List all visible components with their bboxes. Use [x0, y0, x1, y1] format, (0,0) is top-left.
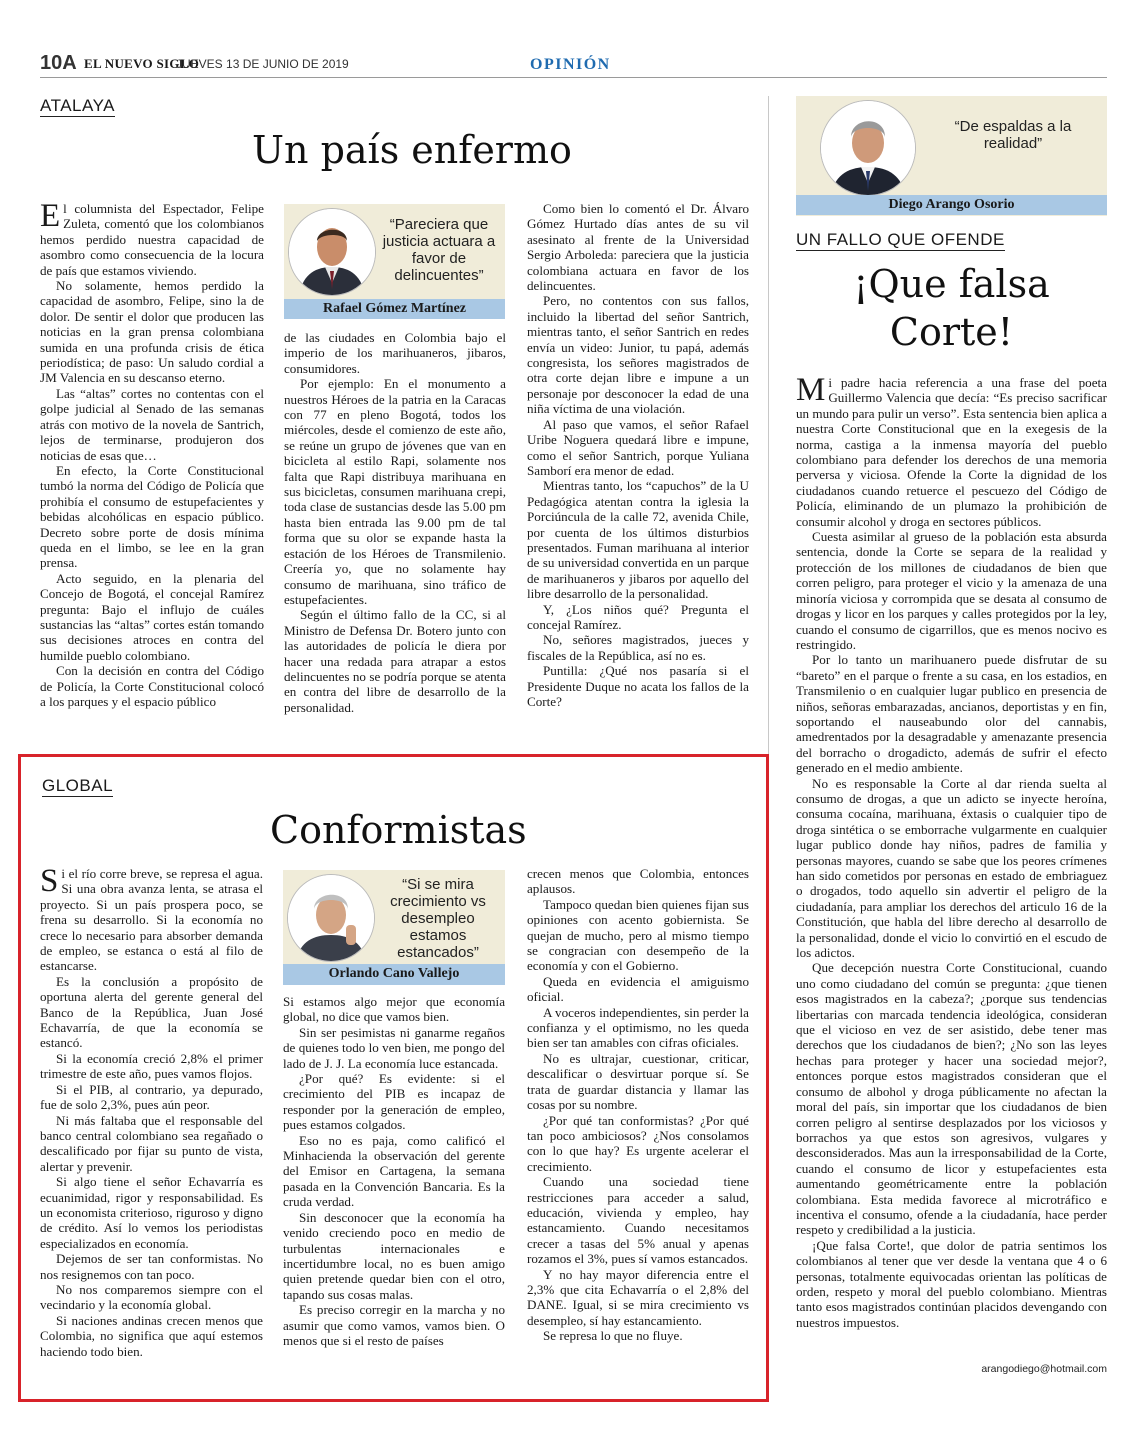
dropcap: S: [40, 863, 59, 899]
paragraph: Tampoco quedan bien quienes fijan sus opiniones con acento gobiernista. Se quejan de mucho, pero al mismo tiempo se congracian con desempeño de la economía y con el Gobierno.: [527, 896, 749, 974]
paragraph: Por lo tanto un marihuanero puede disfrutar de su “bareto” en el parque o frente a su casa, en los estadios, en Transmilenio o en cualquier lugar publico en presencia de niños, señoras embarazadas, ancianos, deportistas y en fin, soportando el nauseabundo olor del cannabis, amedrentados por la desagradable y amenazante presencia del borracho o drogadicto, además de sufrir el efecto generado en el medio ambiente.: [796, 652, 1107, 776]
paragraph: Mi padre hacia referencia a una frase del poeta Guillermo Valencia que decía: “Es preciso sacrificar un mundo para pulir un verso”. Esta sentencia bien aplica a nuestra Corte Constitucional que en la exegesis de la norma, castiga a la inmensa mayoría del pueblo colombiano para defender los derechos de una memoria perversa y viciosa. Ofende la Corte la dignidad de los ciudadanos cuando retuerce el pescuezo del Código de Policía, eliminando de un plumazo la prohibición de consumir alcohol y droga en sectores públicos.: [796, 372, 1107, 529]
paragraph: Si el río corre breve, se represa el agua. Si una obra avanza lenta, se atrasa el proyecto. Si un país prospera poco, se frena su desarrollo. Si la economía no crece lo necesario para absorber demanda de empleo, se estanca o está al filo de estancarse.: [40, 863, 263, 974]
atalaya-kicker: ATALAYA: [40, 96, 115, 115]
global-column-3: [527, 866, 749, 1344]
atalaya-author-name: Rafael Gómez Martínez: [284, 299, 505, 319]
global-column-2: [283, 994, 505, 1348]
paragraph: Si la economía creció 2,8% el primer trimestre de este año, pues vamos flojos.: [40, 1050, 263, 1082]
paragraph: Si naciones andinas crecen menos que Colombia, no significa que aquí estemos haciendo todo bien.: [40, 1312, 263, 1359]
paragraph: Mientras tanto, los “capuchos” de la U Pedagógica atentan contra la iglesia la Porciúncula de la calle 72, avenida Chile, por cuenta de los últimos disturbios presentados. Fuman marihuana al interior de su universidad convertida en un parque de marihuaneros y jibaros por aquello del libre desarrollo de la personalidad.: [527, 478, 749, 602]
atalaya-column-2: [284, 330, 506, 715]
fallo-author-name: Diego Arango Osorio: [796, 195, 1107, 215]
paragraph: Que decepción nuestra Corte Constitucional, cuando uno como ciudadano del común se pregunta: ¿que tienen esos magistrados en la cabeza?; ¿porque sus tendencias libertarias con marcada tendencia ideológica, consideran que el vicioso en vez de ser asistido, debe tener mas derechos que los ciudadanos de bien?; ¿No son las leyes hechas para proteger y hacer una sociedad mejor?, entonces porque estos magistrados consideran que el consumo de albohol y droga públicamente no afectan la moral del país, sin importar que los ciudadanos de bien corren peligro al sentirse desplazados por los viciosos y borrachos ya que estos son agresivos, vulgares y desconsiderados. Mas aun la irresponsabilidad de la Corte, cuando el consumo de licor y estupefacientes esta aumentando geométricamente entre la población colombiana. Esta medida favorece al microtráfico e incentiva el consumo, ofende a la ciudadanía, hace perder respeto y credibilidad a la justicia.: [796, 960, 1107, 1238]
paragraph: ¿Por qué tan conformistas? ¿Por qué tan poco ambiciosos? ¿Nos consolamos con lo que hay? Es urgente acelerar el crecimiento.: [527, 1112, 749, 1174]
paragraph: ¡Que falsa Corte!, que dolor de patria sentimos los colombianos al tener que ver desde la ventana que 4 o 6 personas, totalmente equivocadas orientan las políticas de orden, respeto y moral del pueblo colombiano. Mientras tanto esos magistrados continúan placidos devengando con nuestros impuestos.: [796, 1237, 1107, 1330]
paragraph: No, señores magistrados, jueces y fiscales de la República, así no es.: [527, 632, 749, 663]
paragraph: Por ejemplo: En el monumento a nuestros Héroes de la patria en la Caracas con 77 en pleno Bogotá, todos los miércoles, desde el comienzo de este año, se reúne un grupo de jóvenes que van en bicicleta al estilo Rapi, solamente nos falta que Rapi distribuya marihuana en sus bicicletas, consumen marihuana crepi, toda clase de sustancias desde las 5.00 pm hasta bien entrada las 9.00 pm de tal forma que su olor se expande hasta la estación de los Héroes de Transmilenio. Creería yo, que no solamente hay consumo de marihuana, sino tráfico de estupefacientes.: [284, 376, 506, 607]
paragraph: Según el último fallo de la CC, si al Ministro de Defensa Dr. Botero junto con las autoridades de policía le diera por hacer una redada para atrapar a estos delincuentes no se podría porque se atenta en contra del libre de desarrollo de la personalidad.: [284, 607, 506, 715]
author-photo: [288, 208, 376, 296]
paragraph: Si el PIB, al contrario, ya depurado, fue de solo 2,3%, pues aún peor.: [40, 1081, 263, 1113]
paragraph: Dejemos de ser tan conformistas. No nos resignemos con tan poco.: [40, 1251, 263, 1282]
paragraph: Sin ser pesimistas ni ganarme regaños de quienes todo lo ven bien, me pongo del lado de J. J. La economía luce estancada.: [283, 1024, 505, 1071]
section-title: OPINIÓN: [530, 56, 611, 73]
paragraph: Queda en evidencia el amiguismo oficial.: [527, 973, 749, 1005]
paragraph: En efecto, la Corte Constitucional tumbó la norma del Código de Policía que prohibía el consumo de estupefacientes y bebidas alcohólicas en espacio público. Decreto sobre porte de dosis mínima queda en el limbo, se lee en la gran prensa.: [40, 462, 264, 571]
paragraph: El columnista del Espectador, Felipe Zuleta, comentó que los colombianos hemos perdido nuestra capacidad de asombro como consecuencia de la locura de país que estamos viviendo.: [40, 198, 264, 278]
global-quote-box: [283, 870, 505, 985]
paragraph: Y no hay mayor diferencia entre el 2,3% que cita Echavarría o el 2,8% del DANE. Igual, si se mira crecimiento vs desempleo, sí hay estancamiento.: [527, 1266, 749, 1328]
paragraph: Cuando una sociedad tiene restricciones para acceder a salud, educación, vivienda y empleo, hay estancamiento. Cuando necesitamos crecer a tasas del 5% anual y apenas rozamos el 3%, pues sí vamos estancados.: [527, 1174, 749, 1267]
paragraph: A voceros independientes, sin perder la confianza y el optimismo, no les queda bien ser tan amables con cifras oficiales.: [527, 1004, 749, 1051]
global-author-name: Orlando Cano Vallejo: [283, 964, 505, 985]
paragraph: Es la conclusión a propósito de oportuna alerta del gerente general del Banco de la República, Juan José Echavarría, de que la economía se estancó.: [40, 973, 263, 1051]
paragraph: Si algo tiene el señor Echavarría es ecuanimidad, rigor y responsabilidad. Es un economista criterioso, riguroso y digno de crédito. Así lo vemos los periodistas especializados en economía.: [40, 1174, 263, 1251]
paragraph: Las “altas” cortes no contentas con el golpe judicial al Senado de las semanas atrás con motivo de la novela de Santrich, lejos de terminarse, produjeron dos noticias de esas que…: [40, 385, 264, 463]
paragraph: Es preciso corregir en la marcha y no asumir que como vamos, vamos bien. O menos que si el resto de países: [283, 1302, 505, 1348]
global-headline: Conformistas: [270, 808, 527, 852]
paragraph: Se represa lo que no fluye.: [543, 1328, 683, 1344]
paragraph: Como bien lo comentó el Dr. Álvaro Gómez Hurtado días antes de su vil asesinato al frente de la Universidad Sergio Arboleda: pareciera que la justicia colombiana actuara en favor de los delincuentes.: [527, 201, 749, 294]
author-photo: [287, 874, 375, 962]
page-number: 10A: [40, 52, 77, 74]
atalaya-pull-quote: “Pareciera que justicia actuara a favor de delincuentes”: [382, 216, 496, 284]
dropcap: E: [40, 198, 61, 234]
issue-date: JUEVES 13 DE JUNIO DE 2019: [176, 57, 349, 71]
paragraph: Cuesta asimilar al grueso de la población esta absurda sentencia, donde la Corte se separa de la realidad y protección de los millones de ciudadanos de bien que corren peligro, para proteger el vicio y la amenaza de una minoría viciosa y corrompida que se desata al consumo de drogas y licor en los parques y calles protegidos por la ley, cuando el consumo de cigarrillos, que es menos nocivo es restringido.: [796, 529, 1107, 652]
paragraph: Ni más faltaba que el responsable del banco central colombiano sea regañado o descalificado por fijar su punto de vista, alertar y prevenir.: [40, 1112, 263, 1174]
fallo-body: [796, 372, 1107, 1330]
atalaya-column-3: [527, 201, 749, 709]
paragraph: No es responsable la Corte al dar rienda suelta al consumo de drogas, a que un adicto se inyecte heroína, consuma cocaína, marihuana, éxtasis o cualquier tipo de droga sintética o se emborrache vulgarmente en cualquier lugar publico donde hay niños, padres de familia y personas mayores, cuando se sabe que los peores crímenes han sido cometidos por personas en estado de embriaguez o drogados, todo aquello sin advertir el peligro de la ciudadanía, para ampliar los derechos del articulo 16 de la Constitución, que habla del libre derecho al desarrollo de la personalidad, donde el vicio lo convirtió en el escudo de los adictos.: [796, 775, 1107, 961]
paragraph: Acto seguido, en la plenaria del Concejo de Bogotá, el concejal Ramírez pregunta: Bajo el influjo de cuáles sustancias las “altas” cortes están tomando sus decisiones atroces en contra del humilde pueblo colombiano.: [40, 570, 264, 663]
fallo-quote-box: [796, 96, 1107, 216]
paragraph: Sin desconocer que la economía ha venido creciendo poco en medio de turbulentas internacionales e incertidumbre local, no es buen amigo quien pretende quedar bien con el otro, tapando sus cosas malas.: [283, 1209, 505, 1302]
fallo-pull-quote: “De espaldas a la realidad”: [954, 118, 1072, 152]
paragraph: Con la decisión en contra del Código de Policía, la Corte Constitucional colocó a los parques y el espacio público: [40, 663, 264, 709]
newspaper-name: EL NUEVO SIGLO: [84, 56, 200, 71]
global-kicker: GLOBAL: [42, 776, 114, 795]
author-email[interactable]: arangodiego@hotmail.com: [981, 1363, 1107, 1375]
paragraph: No solamente, hemos perdido la capacidad de asombro, Felipe, sino la de dolor. De sentir el dolor que producen las noticias en la gran prensa colombiana sumida en una profunda crisis de ética periodística; de paso: Un saludo cordial a JM Valencia en su descanso eterno.: [40, 278, 264, 386]
atalaya-column-1: [40, 198, 264, 709]
paragraph: No nos comparemos siempre con el vecindario y la economía global.: [40, 1281, 263, 1313]
paragraph: Si estamos algo mejor que economía global, no dice que vamos bien.: [283, 994, 505, 1025]
paragraph: Al paso que vamos, el señor Rafael Uribe Noguera quedará libre e impune, como el señor Santrich, porque Yuliana Samborí era menor de edad.: [527, 416, 749, 478]
paragraph: de las ciudades en Colombia bajo el imperio de los marihuaneros, jibaros, consumidores.: [284, 330, 506, 376]
paragraph: ¿Por qué? Es evidente: si el crecimiento del PIB es incapaz de responder por la generación de empleo, pues estamos colgados.: [283, 1071, 505, 1133]
paragraph: Puntilla: ¿Qué nos pasaría si el Presidente Duque no acata los fallos de la Corte?: [527, 663, 749, 709]
fallo-headline-line1: ¡Que falsa: [853, 262, 1050, 306]
atalaya-headline: Un país enfermo: [252, 128, 572, 172]
header-rule: [40, 77, 1107, 78]
global-column-1: [40, 863, 263, 1359]
dropcap: M: [796, 372, 826, 408]
author-photo: [820, 100, 916, 196]
atalaya-quote-box: [284, 204, 505, 319]
paragraph: Pero, no contentos con sus fallos, incluido la libertad del señor Santrich, mientras tanto, el señor Santrich en redes envía un video: Junior, tu papá, además congresista, los señores magistrados de otra corte dejan libre e impune a un personaje por desconocer la edad de una niña víctima de una violación.: [527, 293, 749, 417]
paragraph: Eso no es paja, como calificó el Minhacienda la observación del gerente del Emisor en Cartagena, la semana pasada en la Convención Bancaria. Es la cruda verdad.: [283, 1132, 505, 1210]
fallo-headline-line2: Corte!: [889, 310, 1014, 354]
paragraph: crecen menos que Colombia, entonces aplausos.: [527, 866, 749, 897]
paragraph: No es ultrajar, cuestionar, criticar, descalificar o desvirtuar porque sí. Se trata de guardar distancia y llamar las cosas por su nombre.: [527, 1050, 749, 1113]
global-pull-quote: “Si se mira crecimiento vs desempleo estamos estancados”: [390, 876, 486, 961]
paragraph: Y, ¿Los niños qué? Pregunta el concejal Ramírez.: [527, 601, 749, 632]
fallo-kicker: UN FALLO QUE OFENDE: [796, 230, 1005, 249]
